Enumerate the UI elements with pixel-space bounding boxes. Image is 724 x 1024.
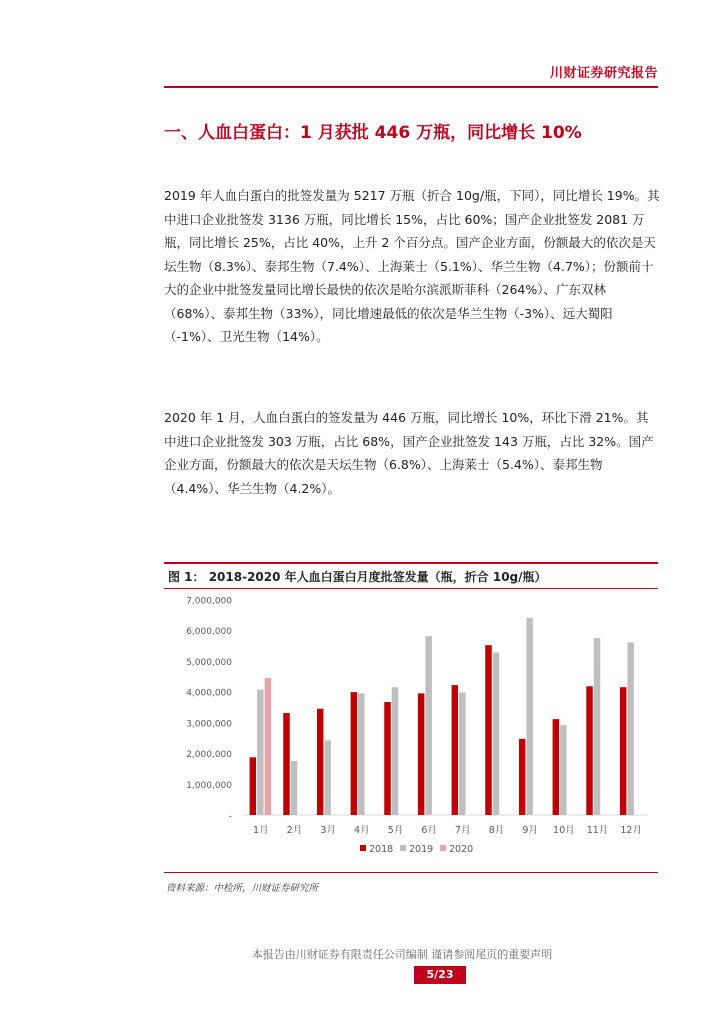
bar-2019-11 xyxy=(594,638,601,815)
bar-2018-1 xyxy=(250,757,257,815)
bar-2019-2 xyxy=(291,761,298,815)
x-tick-label: 6月 xyxy=(421,825,437,836)
bar-2019-5 xyxy=(392,687,399,815)
x-tick-label: 1月 xyxy=(253,825,269,836)
bar-2018-3 xyxy=(317,709,324,815)
figure-top-rule xyxy=(164,562,658,564)
bar-2018-2 xyxy=(283,713,290,815)
paragraph-2020: 2020 年 1 月，人血白蛋白的签发量为 446 万瓶，同比增长 10%，环比下滑 21%。其中进口企业批签发 303 万瓶，占比 68%，国产企业批签发 143 万瓶，占比 32%。国产企业方面，份额最大的依次是天坛生物（6.8%）、上海莱士（5.4%）、泰邦生物（4.4%）、华兰生物（4.2%）。 xyxy=(164,410,654,496)
bar-2019-12 xyxy=(627,642,634,815)
paragraph-2019: 2019 年人血白蛋白的批签发量为 5217 万瓶（折合 10g/瓶，下同），同比增长 19%。其中进口企业批签发 3136 万瓶，同比增长 15%，占比 60%；国产企业批签发 2081 万瓶，同比增长 25%，占比 40%，上升 2 个百分点。国产企业方面，份额最大的依次是天坛生物（8.3%）、泰邦生物（7.4%）、上海莱士（5.1%）、华兰生物（4.7%）；份额前十大的企业中批签发量同比增长最快的依次是哈尔滨派斯菲科（264%）、广东双林（68%）、泰邦生物（33%），同比增速最低的依次是华兰生物（-3%）、远大蜀阳（-1%）、卫光生物（14%）。 xyxy=(164,188,660,344)
figure-title-rule xyxy=(164,588,658,589)
footer-disclaimer: 本报告由川财证券有限责任公司编制 谨请参阅尾页的重要声明 xyxy=(251,948,553,961)
bar-2018-6 xyxy=(418,693,425,815)
y-tick-label: 2,000,000 xyxy=(186,750,232,761)
figure-title: 图 1： 2018-2020 年人血白蛋白月度批签发量（瓶，折合 10g/瓶） xyxy=(168,570,547,584)
figure-source: 资料来源：中检所，川财证券研究所 xyxy=(166,883,319,894)
x-tick-label: 12月 xyxy=(620,825,642,836)
x-tick-label: 8月 xyxy=(488,825,505,836)
x-tick-label: 9月 xyxy=(522,825,538,836)
bar-chart xyxy=(164,590,658,870)
legend-swatch-2020 xyxy=(440,845,446,851)
bar-2018-11 xyxy=(586,686,593,815)
bar-2020-1 xyxy=(265,678,272,815)
bar-2018-12 xyxy=(620,687,627,815)
y-tick-label: 7,000,000 xyxy=(186,596,232,607)
x-tick-label: 10月 xyxy=(553,825,575,836)
bar-2019-7 xyxy=(459,692,466,815)
y-tick-label: 4,000,000 xyxy=(186,688,232,699)
bar-2019-1 xyxy=(257,690,264,815)
y-tick-label: 5,000,000 xyxy=(186,657,232,668)
section-title: 一、人血白蛋白：1 月获批 446 万瓶，同比增长 10% xyxy=(164,123,582,143)
x-tick-label: 2月 xyxy=(286,825,303,836)
bar-2018-5 xyxy=(384,702,391,815)
bar-2019-3 xyxy=(324,740,331,815)
legend-swatch-2019 xyxy=(400,845,406,851)
legend-label-2019: 2019 xyxy=(409,844,434,855)
bar-2019-4 xyxy=(358,693,365,815)
bar-2018-8 xyxy=(485,645,492,815)
x-tick-label: 11月 xyxy=(586,825,609,836)
bar-2018-4 xyxy=(351,692,358,815)
bar-2019-10 xyxy=(560,725,567,815)
bar-2019-8 xyxy=(493,653,500,815)
legend-swatch-2018 xyxy=(360,845,366,851)
header-divider xyxy=(164,86,658,88)
x-tick-label: 5月 xyxy=(387,825,404,836)
bar-2018-10 xyxy=(553,719,560,815)
y-tick-label: 3,000,000 xyxy=(186,719,232,730)
y-tick-label: 6,000,000 xyxy=(186,627,232,638)
page-number: 5/23 xyxy=(414,966,466,984)
bar-2019-6 xyxy=(425,636,432,815)
legend-label-2018: 2018 xyxy=(369,844,394,855)
x-tick-label: 4月 xyxy=(354,825,370,836)
bar-2018-7 xyxy=(452,685,459,815)
legend-label-2020: 2020 xyxy=(449,844,474,855)
x-tick-label: 3月 xyxy=(320,825,336,836)
y-tick-label: 1,000,000 xyxy=(186,780,232,791)
header-brand: 川财证券研究报告 xyxy=(549,66,658,81)
figure-1 xyxy=(164,562,658,874)
bar-2019-9 xyxy=(526,618,533,815)
bar-2018-9 xyxy=(519,739,526,815)
x-tick-label: 7月 xyxy=(455,825,471,836)
figure-bottom-rule xyxy=(164,872,658,873)
y-tick-label: - xyxy=(228,811,232,822)
